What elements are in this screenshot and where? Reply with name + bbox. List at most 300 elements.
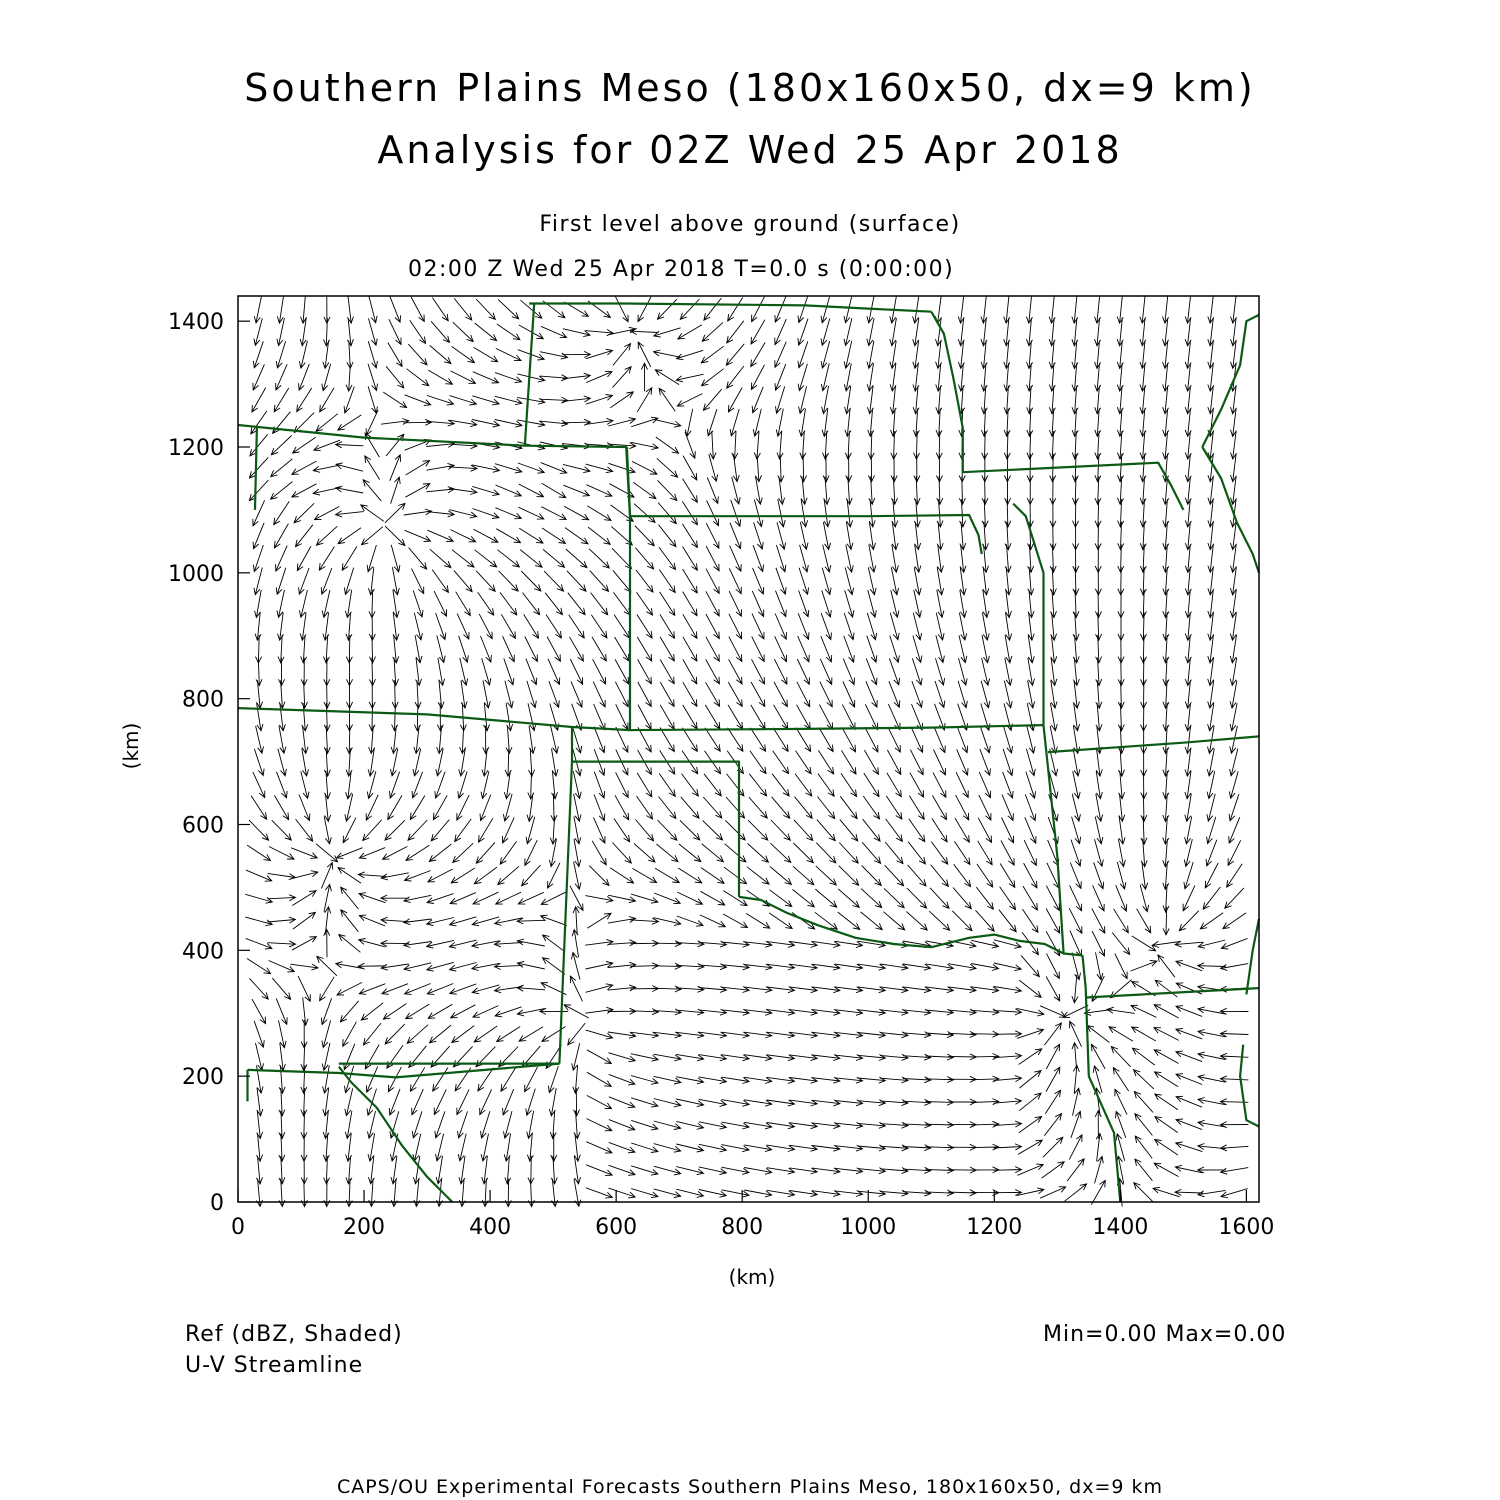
wind-arrow — [796, 728, 811, 752]
wind-arrow — [430, 345, 451, 363]
wind-arrow — [815, 912, 837, 929]
wind-arrow — [1207, 794, 1215, 821]
wind-arrow — [451, 868, 475, 883]
wind-arrow — [1027, 726, 1035, 753]
wind-arrow — [594, 704, 605, 730]
wind-arrow — [978, 818, 991, 843]
wind-arrow — [744, 1168, 772, 1175]
wind-arrow — [937, 590, 944, 618]
wind-arrow — [931, 842, 947, 865]
wind-arrow — [934, 727, 945, 753]
wind-arrow — [683, 682, 697, 706]
wind-arrow — [890, 318, 897, 346]
wind-arrow — [563, 464, 590, 472]
x-axis-label: (km) — [728, 1265, 776, 1289]
wind-arrow — [631, 1166, 658, 1175]
wind-arrow — [257, 1088, 263, 1116]
wind-arrow — [1046, 1044, 1059, 1069]
wind-arrow — [252, 388, 266, 412]
wind-arrow — [410, 320, 426, 343]
wind-arrow — [908, 865, 926, 886]
wind-arrow — [609, 1165, 635, 1175]
wind-arrow — [956, 772, 968, 797]
wind-arrow — [816, 866, 837, 885]
wind-arrow — [526, 817, 535, 844]
wind-arrow — [706, 614, 719, 639]
wind-arrow — [609, 1120, 635, 1131]
wind-arrow — [385, 503, 405, 523]
wind-arrow — [412, 568, 424, 593]
wind-arrow — [1018, 1140, 1042, 1154]
wind-arrow — [338, 528, 361, 544]
wind-arrow — [746, 913, 770, 928]
wind-arrow — [292, 937, 317, 951]
streamline-arrows — [245, 295, 1248, 1206]
wind-arrow — [770, 867, 792, 885]
wind-arrow — [276, 546, 288, 572]
wind-arrow — [322, 364, 331, 391]
wind-arrow — [385, 1024, 405, 1044]
wind-arrow — [657, 458, 678, 477]
wind-arrow — [546, 615, 561, 638]
wind-arrow — [540, 352, 568, 359]
wind-arrow — [867, 318, 874, 346]
wind-arrow — [385, 820, 405, 840]
wind-arrow — [453, 843, 473, 862]
wind-arrow — [336, 486, 364, 493]
wind-arrow — [683, 592, 697, 616]
wind-arrow — [883, 912, 904, 930]
wind-arrow — [570, 976, 582, 1001]
wind-arrow — [1137, 909, 1151, 933]
wind-arrow — [979, 772, 990, 798]
y-axis-label: (km) — [119, 722, 143, 770]
wind-arrow — [390, 296, 401, 322]
level-label: First level above ground (surface) — [539, 212, 961, 237]
wind-arrow — [842, 727, 856, 752]
wind-arrow — [1025, 817, 1036, 843]
wind-arrow — [456, 592, 471, 616]
wind-arrow — [631, 329, 659, 335]
wind-arrow — [1221, 1168, 1249, 1175]
wind-arrow — [340, 1001, 358, 1022]
state-boundary-line — [1013, 504, 1043, 725]
wind-arrow — [886, 819, 903, 842]
wind-arrow — [336, 442, 364, 448]
wind-arrow — [864, 773, 879, 797]
wind-arrow — [452, 1026, 474, 1043]
wind-arrow — [572, 1043, 580, 1070]
wind-arrow — [638, 297, 651, 322]
wind-arrow — [867, 363, 873, 391]
wind-arrow — [798, 319, 808, 345]
wind-arrow — [1046, 909, 1060, 934]
wind-arrow — [564, 1005, 589, 1018]
wind-arrow — [819, 728, 833, 752]
wind-arrow — [910, 773, 924, 797]
wind-arrow — [1045, 1090, 1060, 1114]
wind-arrow — [278, 749, 287, 776]
wind-arrow — [971, 964, 999, 971]
wind-arrow — [953, 888, 971, 909]
wind-arrow — [774, 682, 787, 707]
wind-arrow — [1092, 1044, 1106, 1069]
state-boundary-line — [238, 425, 627, 447]
wind-arrow — [728, 682, 742, 706]
wind-arrow — [732, 477, 741, 504]
y-tick-label: 800 — [182, 687, 224, 713]
wind-arrow — [291, 871, 318, 879]
wind-arrow — [570, 886, 583, 911]
wind-arrow — [277, 295, 283, 323]
wind-arrow — [297, 546, 311, 571]
wind-arrow — [361, 1003, 383, 1020]
wind-arrow — [677, 916, 703, 926]
wind-arrow — [637, 615, 652, 639]
wind-arrow — [1158, 955, 1175, 977]
wind-arrow — [706, 682, 720, 706]
wind-arrow — [615, 795, 629, 819]
wind-arrow — [1044, 1114, 1061, 1136]
state-boundary-line — [1202, 447, 1259, 573]
wind-arrow — [654, 328, 681, 337]
wind-arrow — [821, 636, 832, 662]
wind-arrow — [815, 889, 836, 907]
x-tick-label: 1600 — [1218, 1215, 1275, 1240]
wind-arrow — [249, 978, 268, 999]
x-tick-label: 200 — [343, 1215, 386, 1240]
wind-arrow — [1095, 839, 1104, 866]
wind-arrow — [292, 891, 316, 906]
wind-arrow — [336, 962, 364, 969]
wind-arrow — [704, 298, 721, 320]
wind-arrow — [616, 297, 629, 322]
wind-arrow — [565, 528, 588, 544]
wind-arrow — [405, 395, 431, 406]
wind-arrow — [957, 727, 968, 753]
wind-arrow — [593, 659, 606, 684]
wind-arrow — [549, 681, 559, 707]
wind-arrow — [251, 411, 267, 434]
wind-arrow — [816, 843, 836, 863]
wind-arrow — [1205, 863, 1218, 888]
wind-arrow — [981, 295, 987, 323]
wind-arrow — [1004, 681, 1012, 708]
wind-arrow — [680, 820, 700, 840]
wind-arrow — [655, 868, 679, 882]
wind-arrow — [545, 593, 562, 615]
wind-arrow — [1221, 1189, 1248, 1198]
wind-arrow — [1095, 817, 1103, 844]
wind-arrow — [592, 637, 606, 661]
wind-arrow — [455, 819, 472, 842]
wind-arrow — [641, 363, 647, 391]
wind-arrow — [383, 1004, 406, 1020]
wind-arrow — [1072, 975, 1078, 1003]
wind-arrow — [256, 726, 264, 753]
wind-arrow — [1227, 864, 1243, 887]
wind-arrow — [316, 844, 338, 862]
wind-arrow — [610, 484, 635, 497]
wind-arrow — [246, 938, 272, 949]
wind-arrow — [299, 364, 310, 390]
wind-arrow — [1154, 1163, 1179, 1176]
wind-arrow — [249, 480, 268, 501]
wind-arrow — [929, 911, 949, 930]
y-tick-label: 1400 — [168, 310, 224, 336]
wind-arrow — [1111, 1047, 1130, 1067]
wind-arrow — [633, 482, 656, 498]
wind-arrow — [406, 845, 430, 860]
wind-arrow — [415, 680, 421, 708]
wind-arrow — [685, 409, 692, 436]
wind-arrow — [495, 508, 521, 519]
wind-arrow — [1155, 1072, 1179, 1087]
wind-arrow — [634, 844, 655, 863]
wind-arrow — [631, 1189, 658, 1198]
wind-arrow — [912, 704, 923, 730]
wind-arrow — [1046, 1067, 1060, 1091]
wind-arrow — [347, 295, 353, 323]
wind-arrow — [269, 961, 295, 972]
wind-arrow — [721, 1077, 749, 1083]
wind-arrow — [1163, 295, 1169, 323]
wind-arrow — [1115, 1089, 1127, 1114]
wind-arrow — [844, 296, 852, 323]
wind-arrow — [1176, 1142, 1203, 1152]
wind-arrow — [274, 388, 289, 412]
wind-arrow — [751, 682, 765, 707]
wind-arrow — [707, 409, 717, 436]
wind-arrow — [752, 659, 765, 684]
wind-arrow — [541, 892, 566, 905]
wind-arrow — [476, 842, 495, 863]
wind-arrow — [911, 727, 923, 753]
wind-arrow — [744, 1145, 772, 1152]
wind-arrow — [843, 682, 855, 708]
wind-arrow — [727, 774, 744, 796]
wind-arrow — [586, 485, 612, 497]
wind-arrow — [886, 796, 902, 819]
wind-arrow — [634, 504, 655, 523]
wind-arrow — [586, 371, 612, 382]
wind-arrow — [430, 549, 451, 567]
wind-arrow — [503, 794, 512, 821]
wind-arrow — [252, 999, 266, 1024]
wind-arrow — [612, 548, 631, 568]
wind-arrow — [654, 419, 681, 427]
wind-arrow — [275, 524, 289, 548]
wind-arrow — [271, 482, 293, 500]
wind-arrow — [635, 526, 654, 546]
wind-arrow — [796, 751, 812, 774]
wind-arrow — [772, 774, 789, 796]
wind-arrow — [1050, 703, 1057, 731]
wind-arrow — [313, 465, 340, 472]
wind-arrow — [637, 796, 653, 819]
wind-arrow — [800, 522, 808, 549]
wind-arrow — [705, 705, 720, 729]
wind-arrow — [660, 705, 674, 729]
wind-arrow — [610, 868, 634, 883]
wind-arrow — [591, 593, 608, 615]
wind-arrow — [1117, 862, 1126, 889]
wind-arrow — [542, 528, 565, 543]
wind-arrow — [1155, 1140, 1178, 1156]
wind-arrow — [930, 888, 949, 909]
wind-arrow — [339, 935, 361, 953]
wind-arrow — [433, 1068, 448, 1092]
wind-arrow — [525, 840, 537, 865]
wind-arrow — [797, 682, 810, 707]
wind-arrow — [770, 843, 790, 862]
wind-arrow — [251, 796, 266, 819]
wind-arrow — [910, 750, 923, 775]
wind-arrow — [868, 567, 876, 594]
wind-arrow — [1002, 818, 1014, 843]
wind-arrow — [1115, 954, 1127, 979]
wind-arrow — [659, 797, 676, 819]
wind-arrow — [612, 843, 631, 864]
wind-arrow — [1135, 1136, 1152, 1158]
wind-arrow — [1070, 863, 1081, 889]
wind-arrow — [341, 910, 359, 932]
wind-arrow — [412, 1089, 424, 1115]
wind-arrow — [700, 915, 725, 927]
wind-arrow — [775, 636, 787, 661]
wind-arrow — [702, 844, 724, 862]
wind-arrow — [838, 889, 859, 908]
wind-arrow — [320, 977, 335, 1001]
wind-arrow — [1132, 1027, 1156, 1041]
wind-arrow — [726, 344, 744, 365]
wind-arrow — [405, 530, 431, 541]
wind-arrow — [382, 984, 408, 995]
wind-arrow — [586, 1030, 613, 1039]
wind-arrow — [587, 1095, 612, 1108]
wind-arrow — [1220, 1031, 1248, 1037]
wind-arrow — [548, 1066, 558, 1093]
wind-arrow — [405, 484, 430, 498]
wind-arrow — [543, 549, 565, 567]
title-line-1: Southern Plains Meso (180x160x50, dx=9 km) — [244, 66, 1256, 110]
wind-arrow — [885, 842, 903, 864]
wind-arrow — [586, 1165, 612, 1176]
wind-arrow — [473, 529, 498, 542]
wind-arrow — [793, 866, 814, 885]
wind-arrow — [1095, 1156, 1104, 1183]
wind-arrow — [707, 500, 719, 525]
wind-arrow — [432, 298, 448, 321]
wind-arrow — [563, 373, 591, 379]
wind-arrow — [730, 409, 739, 436]
wind-arrow — [254, 318, 262, 345]
wind-arrow — [569, 615, 585, 638]
wind-arrow — [496, 348, 521, 360]
wind-arrow — [1154, 1028, 1179, 1041]
wind-arrow — [744, 1100, 772, 1106]
wind-arrow — [540, 1008, 568, 1014]
wind-arrow — [790, 1168, 818, 1174]
wind-arrow — [616, 704, 628, 729]
wind-arrow — [324, 295, 330, 323]
wind-arrow — [1225, 888, 1244, 908]
wind-arrow — [1028, 681, 1035, 709]
wind-arrow — [935, 704, 946, 730]
wind-arrow — [683, 456, 697, 480]
wind-arrow — [542, 483, 566, 497]
wind-arrow — [503, 1089, 514, 1115]
wind-arrow — [654, 350, 681, 357]
wind-arrow — [473, 892, 498, 904]
wind-arrow — [703, 820, 723, 840]
wind-arrow — [679, 844, 701, 862]
wind-arrow — [1154, 1050, 1179, 1064]
wind-arrow — [613, 570, 631, 592]
wind-arrow — [1005, 635, 1012, 663]
wind-arrow — [1117, 295, 1123, 323]
wind-arrow — [299, 795, 310, 821]
wind-arrow — [585, 962, 612, 970]
wind-arrow — [1096, 952, 1103, 980]
wind-arrow — [587, 1072, 611, 1086]
wind-arrow — [730, 523, 741, 549]
wind-arrow — [271, 459, 293, 477]
wind-arrow — [496, 892, 521, 904]
wind-arrow — [247, 959, 271, 974]
wind-arrow — [428, 370, 452, 384]
wind-arrow — [866, 659, 877, 685]
x-tick-label: 400 — [469, 1215, 512, 1240]
wind-arrow — [913, 295, 919, 323]
wind-arrow — [341, 887, 359, 909]
wind-arrow — [887, 773, 901, 797]
wind-arrow — [861, 889, 882, 908]
wind-arrow — [1003, 772, 1014, 798]
wind-arrow — [971, 1144, 999, 1150]
wind-arrow — [301, 295, 307, 323]
wind-arrow — [978, 841, 993, 865]
wind-arrow — [1040, 1187, 1066, 1199]
wind-arrow — [367, 771, 376, 798]
wind-arrow — [344, 1044, 355, 1070]
wind-arrow — [479, 818, 493, 842]
wind-arrow — [427, 530, 453, 541]
wind-arrow — [367, 545, 376, 572]
wind-arrow — [524, 614, 539, 638]
wind-arrow — [677, 394, 702, 406]
wind-arrow — [449, 489, 477, 495]
x-tick-label: 600 — [595, 1215, 638, 1240]
wind-arrow — [800, 545, 809, 572]
wind-arrow — [844, 636, 855, 662]
wind-arrow — [1046, 886, 1059, 911]
wind-arrow — [635, 548, 653, 569]
wind-arrow — [703, 389, 721, 410]
wind-arrow — [586, 1142, 612, 1153]
wind-arrow — [771, 820, 790, 840]
wind-arrow — [337, 982, 362, 995]
wind-arrow — [909, 796, 924, 820]
wind-arrow — [476, 299, 495, 319]
wind-arrow — [885, 865, 904, 886]
wind-arrow — [956, 795, 969, 820]
wind-arrow — [1203, 887, 1220, 909]
wind-arrow — [274, 501, 290, 524]
wind-arrow — [977, 864, 993, 887]
wind-arrow — [1230, 681, 1237, 709]
wind-arrow — [336, 511, 364, 517]
